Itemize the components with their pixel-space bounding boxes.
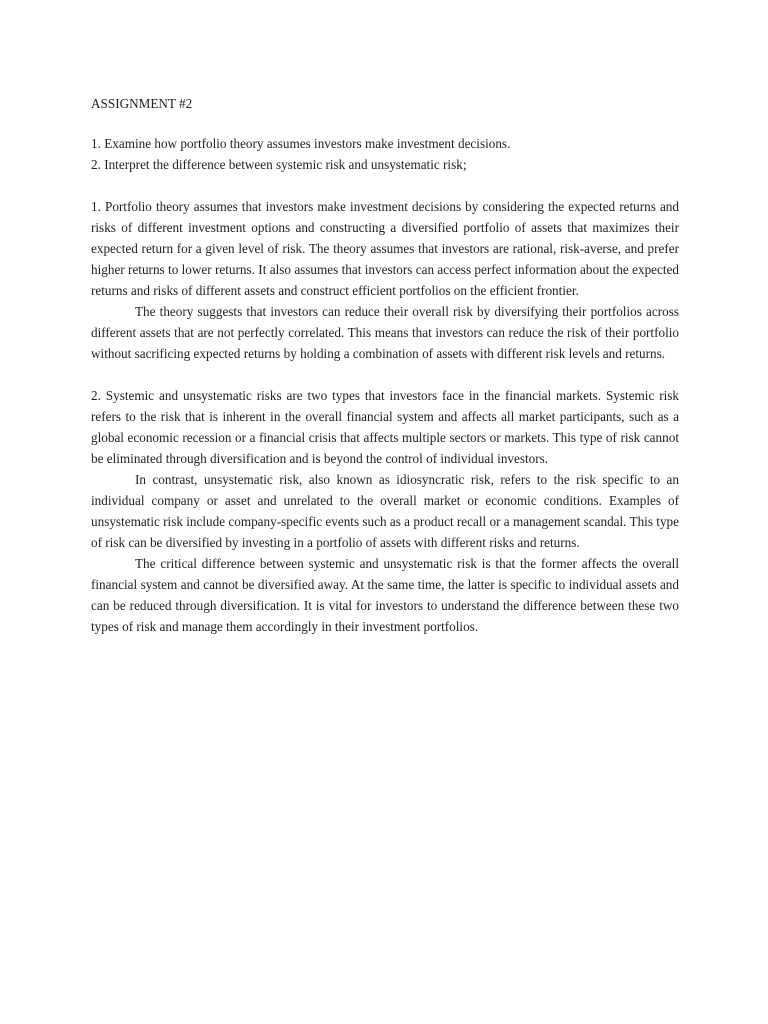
answer-section-1 (91, 196, 679, 364)
answer-paragraph: In contrast, unsystematic risk, also known as idiosyncratic risk, refers to the risk specific to an individual company or asset and unrelated to the overall market or economic conditions. Examples of unsystematic risk include company-specific events such as a product recall or a management scandal. This type of risk can be diversified by investing in a portfolio of assets with different risks and returns. (91, 472, 679, 550)
document-title: ASSIGNMENT #2 (91, 96, 193, 111)
question-item: 2. Interpret the difference between systemic risk and unsystematic risk; (91, 157, 467, 172)
document-page (91, 93, 679, 637)
questions-list (91, 133, 679, 175)
answer-paragraph: 2. Systemic and unsystematic risks are two types that investors face in the financial markets. Systemic risk refers to the risk that is inherent in the overall financial system and affects all market participants, such as a global economic recession or a financial crisis that affects multiple sectors or markets. This type of risk cannot be eliminated through diversification and is beyond the control of individual investors. (91, 388, 679, 466)
answer-section-2 (91, 385, 679, 637)
answer-paragraph: The theory suggests that investors can reduce their overall risk by diversifying their portfolios across different assets that are not perfectly correlated. This means that investors can reduce the risk of their portfolio without sacrificing expected returns by holding a combination of assets with different risk levels and returns. (91, 304, 679, 361)
answer-paragraph: The critical difference between systemic and unsystematic risk is that the former affects the overall financial system and cannot be diversified away. At the same time, the latter is specific to individual assets and can be reduced through diversification. It is vital for investors to understand the difference between these two types of risk and manage them accordingly in their investment portfolios. (91, 556, 679, 634)
answer-paragraph: 1. Portfolio theory assumes that investors make investment decisions by considering the expected returns and risks of different investment options and constructing a diversified portfolio of assets that maximizes their expected return for a given level of risk. The theory assumes that investors are rational, risk-averse, and prefer higher returns to lower returns. It also assumes that investors can access perfect information about the expected returns and risks of different assets and construct efficient portfolios on the efficient frontier. (91, 199, 679, 298)
question-item: 1. Examine how portfolio theory assumes investors make investment decisions. (91, 136, 511, 151)
